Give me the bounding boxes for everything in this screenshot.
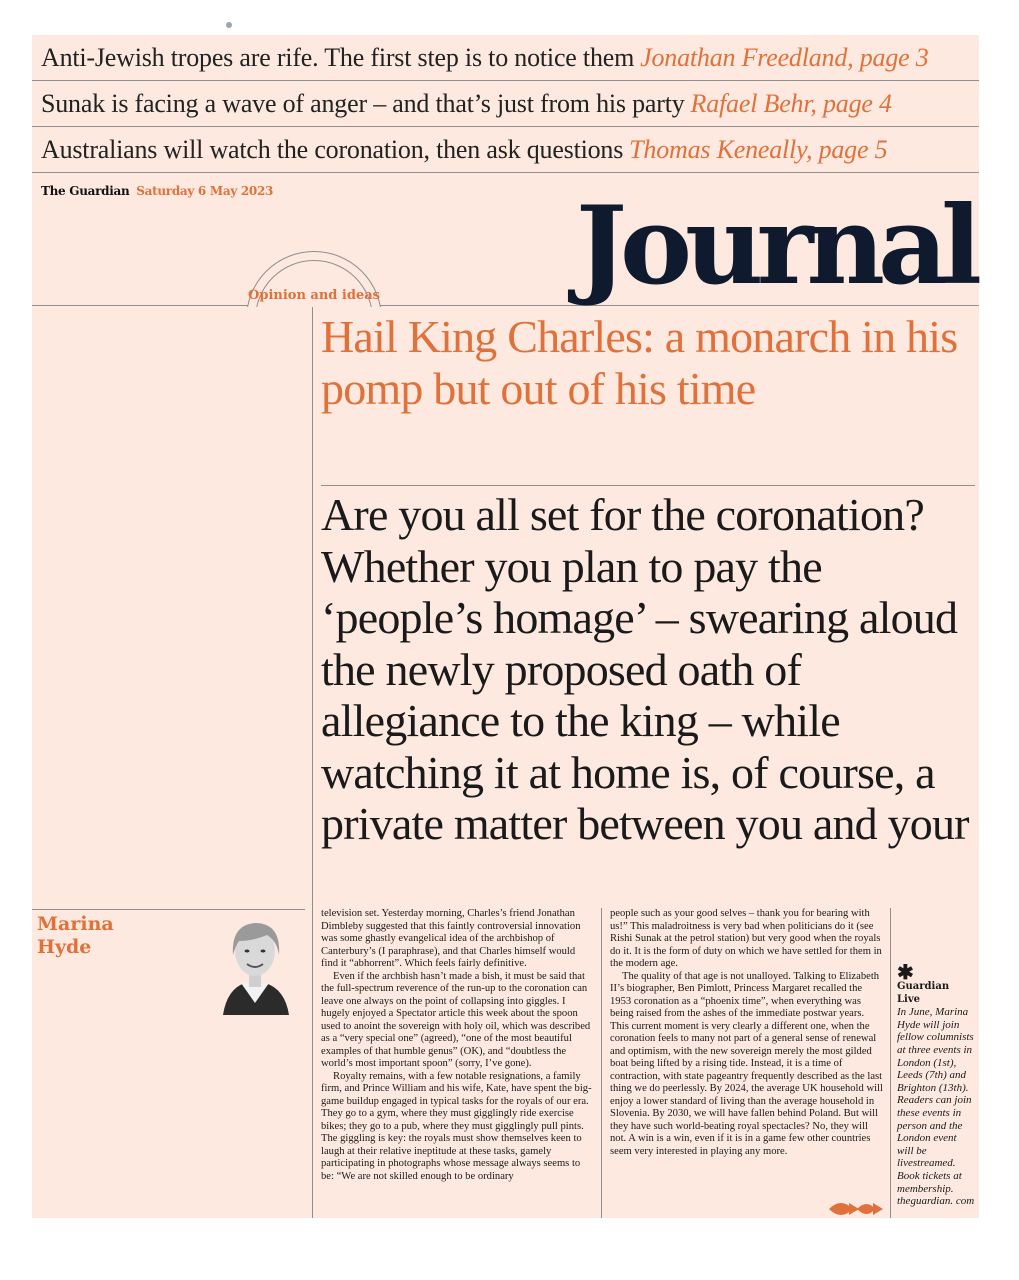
article-paragraph: people such as your good selves – thank you for bearing with us!” This maladroitness is very bad when politicians do it (see Rishi Sunak at the petrol station) but very good when the royals do it. It is the form of duty on which we have settled for them in the modern age.: [610, 908, 882, 969]
column-divider: [890, 908, 891, 1218]
section-title: Journal: [575, 183, 975, 309]
masthead: [32, 174, 979, 309]
asterisk-icon: ✱: [897, 962, 914, 984]
continue-arrow-icon: [827, 1195, 887, 1223]
teaser-byline: Jonathan Freedland, page 3: [640, 42, 929, 72]
sidebar-text: In June, Marina Hyde will join fellow columnists at three events in London (1st), Leeds (7th) and Brighton (13th). Readers can join these events in person and the London event will be livestreamed. Book tickets at membership. theguardian. com: [897, 1006, 975, 1208]
teaser-text: Australians will watch the coronation, then ask questions: [41, 134, 624, 164]
article-standfirst: Are you all set for the coronation? Whether you plan to pay the ‘people’s homage’ – swearing aloud the newly proposed oath of allegiance to the king – while watching it at home is, of course, a private matter between you and your: [321, 489, 969, 849]
issue-date: Saturday 6 May 2023: [136, 184, 274, 198]
article-paragraph: Royalty remains, with a few notable resignations, a family firm, and Prince William and his wife, Kate, have spent the big-game buildup engaged in typical tasks for the royals of our era. They go to a gym, where they must gigglingly ride exercise bikes; they go to a pub, where they must gigglingly pull pints. The giggling is key: the royals must show themselves keen to laugh at their relative ineptitude at these tasks, gamely participating in photographs whose message always seems to be: “We are not skilled enough to be ordinary: [321, 1070, 592, 1182]
teaser-strip: [32, 35, 979, 173]
standfirst-rule: [321, 485, 975, 486]
article-column-2: [610, 908, 885, 1158]
teaser-row[interactable]: [32, 35, 979, 81]
column-divider: [601, 908, 602, 1218]
badge-label: Opinion and ideas: [248, 288, 380, 303]
teaser-text: Anti-Jewish tropes are rife. The first step is to notice them: [41, 42, 635, 72]
article-column-1: [321, 908, 594, 1183]
column-rule: [312, 307, 313, 1218]
page-dot: [226, 22, 232, 28]
sidebar-label: Guardian Live: [897, 981, 950, 1005]
teaser-text: Sunak is facing a wave of anger – and that’s just from his party: [41, 88, 685, 118]
article-paragraph: The quality of that age is not unalloyed. Talking to Elizabeth II’s biographer, Ben Pimlott, Princess Margaret recalled the 1953 coronation as a “phoenix time”, when everything was being raised from the ashes of the immediate postwar years. This current moment is very clearly a different one, when the coronation feels to many not part of a general sense of renewal and optimism, with the new sovereign merely the most gilded boat being lifted by a rising tide. Instead, it is a time of contraction, with state pageantry frequently described as the last thing we do peerlessly. By 2024, the average UK household will enjoy a lower standard of living than the average household in Slovenia. By 2030, we will have fallen behind Poland. But will they have such world-beating royal spectacles? No, they will not. A win is a win, even if it is in a game few other countries seem very interested in playing any more.: [610, 970, 883, 1157]
paper-name: The Guardian: [41, 184, 130, 198]
byline-rule: [32, 909, 305, 910]
teaser-row[interactable]: [32, 81, 979, 127]
article-paragraph: Even if the archbish hasn’t made a bish, it must be said that the full-spectrum reverence of the run-up to the coronation can leave one always on the point of collapsing into giggles. I hugely enjoyed a Spectator article this week about the spoon used to anoint the sovereign with holy oil, which was described as a “very special one” (agreed), “one of the most beautiful examples of that humble genus” (OK), and “doubtless the world’s most important spoon” (sorry, I’ve gone).: [321, 970, 591, 1069]
teaser-row[interactable]: [32, 127, 979, 173]
article-paragraph: television set. Yesterday morning, Charles’s friend Jonathan Dimbleby suggested that this faintly controversial innovation was some ghastly evangelical idea of the archbishop of Canterbury’s (I paraphrase), and that Charles himself would find it “abhorrent”. Which feels fairly definitive.: [321, 908, 581, 969]
author-photo: [205, 911, 305, 1015]
teaser-byline: Rafael Behr, page 4: [690, 88, 892, 118]
guardian-live-sidebar: [897, 962, 975, 1208]
author-byline: Marina Hyde: [37, 913, 114, 958]
brand-line: [41, 184, 273, 198]
newspaper-page: [32, 35, 979, 1218]
teaser-byline: Thomas Keneally, page 5: [629, 134, 888, 164]
article-headline: Hail King Charles: a monarch in his pomp but out of his time: [321, 311, 958, 414]
